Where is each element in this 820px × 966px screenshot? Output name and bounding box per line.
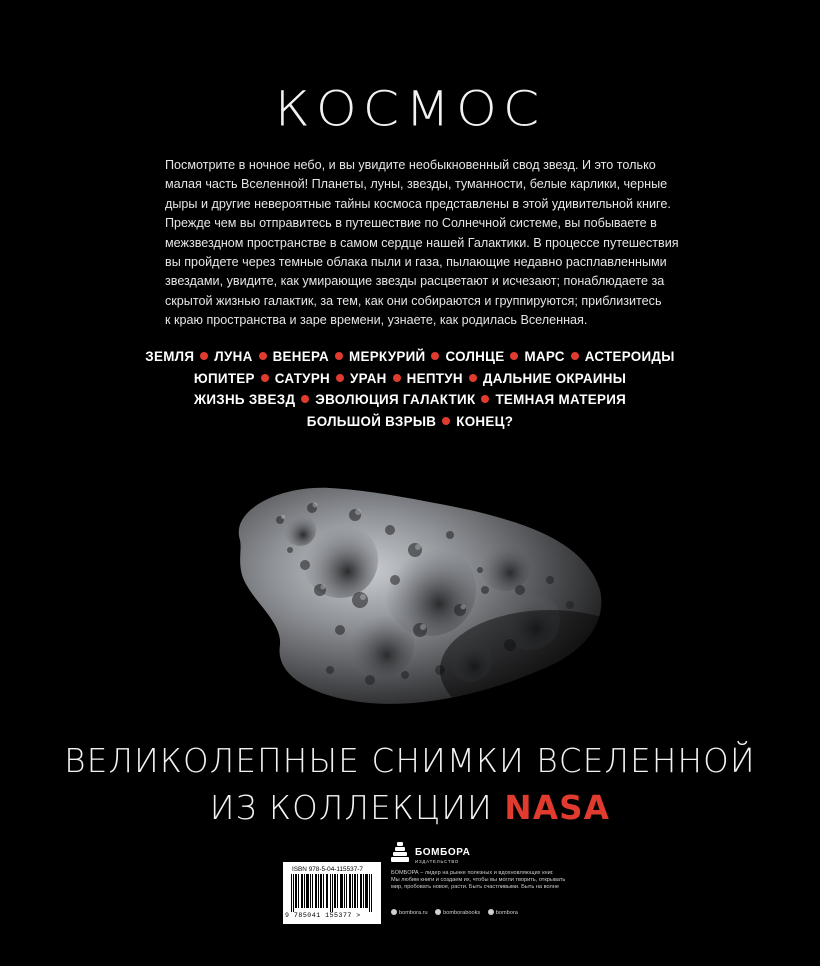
topics-list bbox=[0, 346, 820, 432]
tagline-line-1: ВЕЛИКОЛЕПНЫЕ СНИМКИ ВСЕЛЕННОЙ bbox=[64, 742, 756, 780]
bullet-dot-icon bbox=[200, 352, 208, 360]
topic-item: САТУРН bbox=[274, 370, 331, 386]
blurb-line: вы пройдете через темные облака пыли и газа, пылающие недавно расплавленными bbox=[165, 255, 667, 270]
social-icon bbox=[435, 909, 441, 915]
publisher-links bbox=[391, 909, 524, 916]
topic-item: НЕПТУН bbox=[406, 370, 463, 386]
topic-item: МАРС bbox=[524, 349, 565, 364]
topic-row bbox=[0, 368, 820, 390]
blurb-line: Посмотрите в ночное небо, и вы увидите необыкновенный свод звезд. И это только bbox=[165, 158, 656, 172]
bullet-dot-icon bbox=[261, 374, 269, 382]
topic-row bbox=[0, 411, 820, 433]
topic-item: УРАН bbox=[350, 370, 387, 386]
publisher-description bbox=[391, 870, 566, 892]
bullet-dot-icon bbox=[571, 352, 579, 360]
barcode-label bbox=[283, 862, 381, 924]
cover-title: КОСМОС bbox=[274, 82, 546, 138]
bullet-dot-icon bbox=[510, 352, 518, 360]
web-icon bbox=[391, 909, 397, 915]
bullet-dot-icon bbox=[481, 395, 489, 403]
topic-item: ВЕНЕРА bbox=[272, 349, 330, 364]
topic-row bbox=[0, 389, 820, 411]
bullet-dot-icon bbox=[259, 352, 267, 360]
blurb-line: дыры и другие невероятные тайны космоса представлены в этой удивительной книге. bbox=[165, 196, 671, 211]
topic-item: МЕРКУРИЙ bbox=[349, 349, 426, 364]
publisher-name: БОМБОРА bbox=[415, 847, 471, 858]
barcode-number: 9 785041 155377 > bbox=[285, 912, 361, 919]
publisher-link-site[interactable]: bombora.ru bbox=[399, 910, 428, 916]
bullet-dot-icon bbox=[431, 352, 439, 360]
barcode-icon bbox=[287, 874, 377, 912]
publisher-link-social[interactable]: bombora bbox=[495, 910, 518, 916]
topic-item: БОЛЬШОЙ ВЗРЫВ bbox=[306, 413, 437, 429]
bullet-dot-icon bbox=[442, 417, 450, 425]
tagline-line-2 bbox=[0, 789, 820, 827]
blurb-line: звездами, увидите, как умирающие звезды расцветают и исчезают; понаблюдаете за bbox=[165, 274, 665, 289]
cover-blurb bbox=[165, 156, 680, 331]
topic-item: ЗЕМЛЯ bbox=[145, 349, 195, 364]
blurb-line: малая часть Вселенной! Планеты, луны, звезды, туманности, белые карлики, черные bbox=[165, 177, 668, 192]
bullet-dot-icon bbox=[335, 352, 343, 360]
nasa-brand: NASA bbox=[504, 789, 611, 827]
publisher-description-line: БОМБОРА – лидер на рынке полезных и вдохновляющих книг. bbox=[391, 870, 554, 876]
bullet-dot-icon bbox=[301, 395, 309, 403]
bullet-dot-icon bbox=[393, 374, 401, 382]
publisher-link-books[interactable]: bomborabooks bbox=[443, 910, 481, 916]
bullet-dot-icon bbox=[469, 374, 477, 382]
topic-row bbox=[0, 346, 820, 368]
topic-item: СОЛНЦЕ bbox=[445, 349, 505, 364]
topic-item: ДАЛЬНИЕ ОКРАИНЫ bbox=[482, 370, 627, 386]
publisher-subtitle: ИЗДАТЕЛЬСТВО bbox=[415, 859, 460, 864]
blurb-line: к краю пространства и заре времени, узнаете, как родилась Вселенная. bbox=[165, 313, 588, 328]
topic-item: ТЕМНАЯ МАТЕРИЯ bbox=[495, 392, 627, 408]
topic-item: КОНЕЦ? bbox=[456, 413, 514, 429]
publisher-description-line: мир, пробовать новое, расти. Быть счастливыми. Быть на волне bbox=[391, 884, 559, 891]
topic-item: ЭВОЛЮЦИЯ ГАЛАКТИК bbox=[315, 392, 476, 408]
blurb-line: скрытой жизнью галактик, за тем, как они собираются и группируются; приблизитесь bbox=[165, 293, 662, 308]
publisher-description-line: Мы любим книги и создаем их, чтобы вы могли творить, открывать bbox=[391, 877, 566, 884]
social-icon bbox=[488, 909, 494, 915]
tagline-prefix: ИЗ КОЛЛЕКЦИИ bbox=[209, 789, 493, 827]
asteroid-photo bbox=[220, 470, 610, 720]
isbn-text: ISBN 978-5-04-115537-7 bbox=[292, 866, 363, 873]
topic-item: АСТЕРОИДЫ bbox=[584, 349, 675, 364]
bombora-logo-icon bbox=[391, 842, 411, 866]
topic-item: ЛУНА bbox=[214, 349, 253, 364]
topic-item: ЮПИТЕР bbox=[193, 370, 255, 386]
blurb-line: межзвездном пространстве в самом сердце нашей Галактики. В процессе путешествия bbox=[165, 235, 679, 250]
blurb-line: Прежде чем вы отправитесь в путешествие по Солнечной системе, вы побываете в bbox=[165, 216, 657, 231]
topic-item: ЖИЗНЬ ЗВЕЗД bbox=[193, 392, 296, 408]
bullet-dot-icon bbox=[336, 374, 344, 382]
